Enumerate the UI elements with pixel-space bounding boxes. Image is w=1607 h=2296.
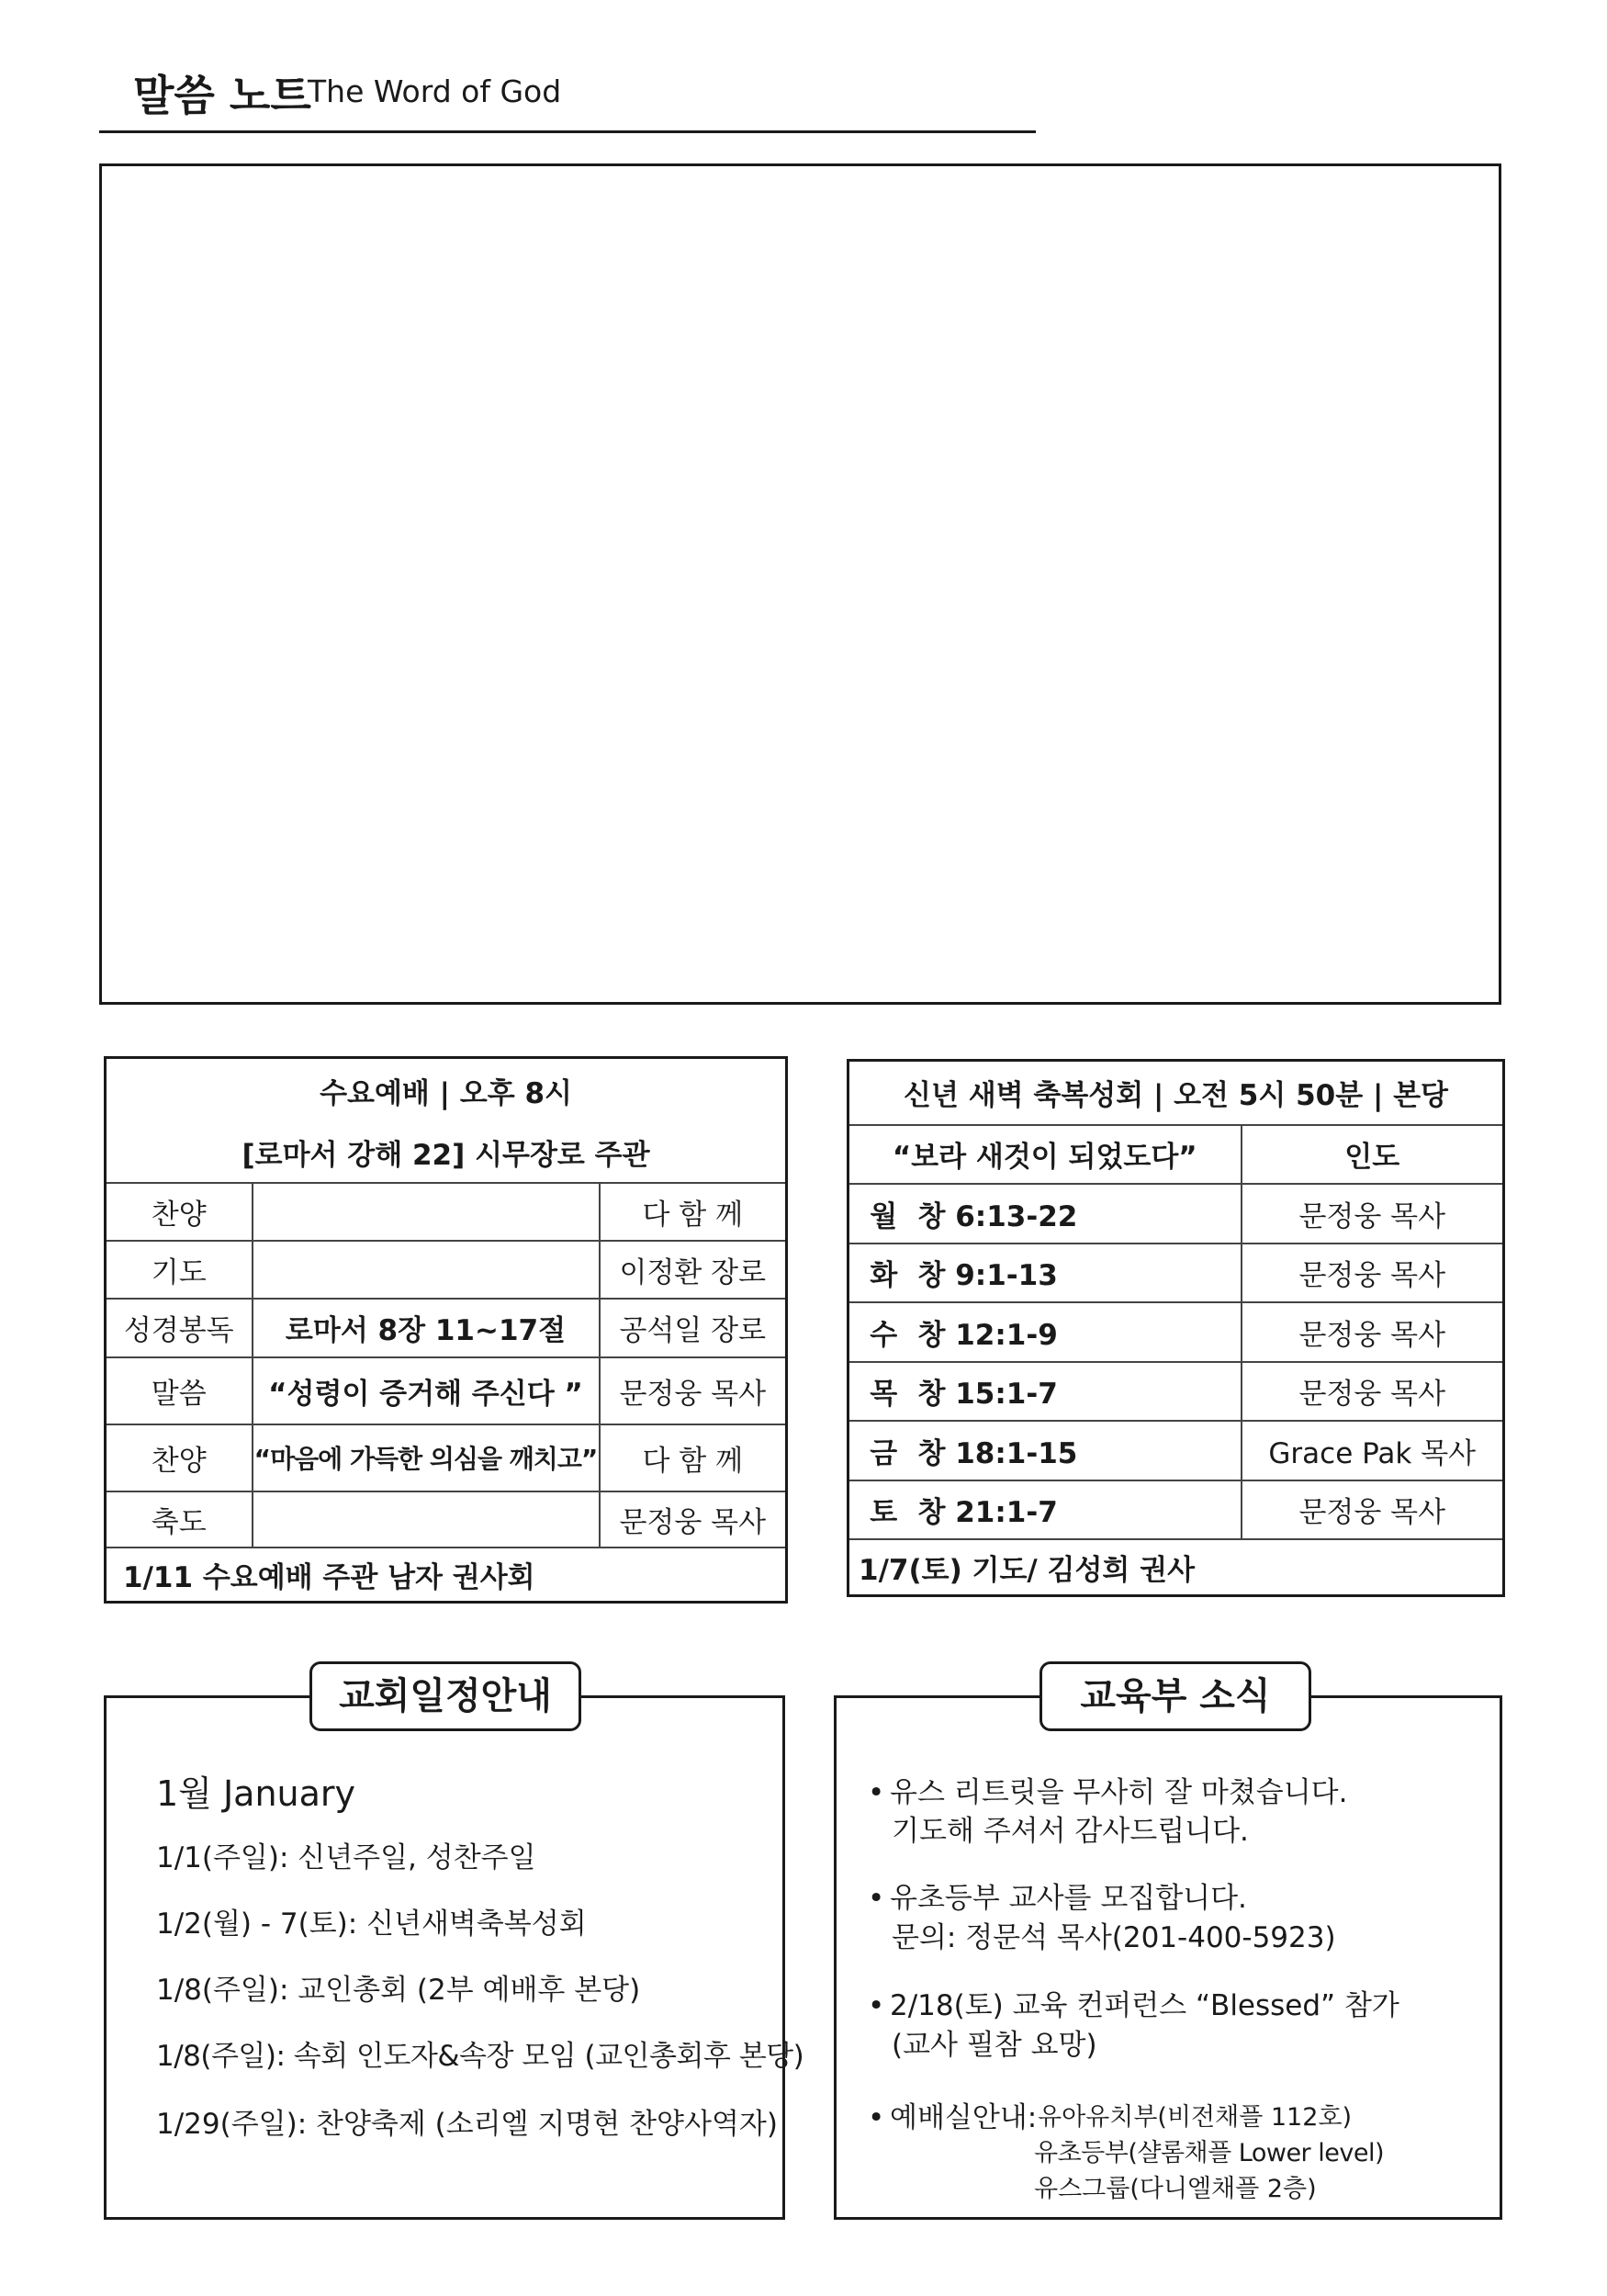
list-item: 1/29(주일): 찬양축제 (소리엘 지명현 찬양사역자): [156, 2108, 778, 2141]
passage-cell: 창 12:1-9: [918, 1302, 1242, 1362]
list-item: [868, 1769, 1347, 1810]
dawn-footer: 1/7(토) 기도/ 김성희 권사: [848, 1539, 1504, 1596]
passage-cell: 창 9:1-13: [918, 1244, 1242, 1302]
service-content: “성령이 증거해 주신다 ”: [253, 1357, 600, 1424]
table-row: [106, 1299, 787, 1357]
service-content: [253, 1183, 600, 1241]
list-item: 1/8(주일): 교인총회 (2부 예배후 본당): [156, 1974, 641, 2007]
page-title: 말씀 노트: [133, 71, 311, 120]
table-row: [848, 1184, 1504, 1244]
dawn-service-table: [847, 1059, 1505, 1597]
table-row: [848, 1480, 1504, 1539]
wednesday-heading: 수요예배 | 오후 8시: [106, 1058, 787, 1122]
dawn-leader-header: 인도: [1242, 1125, 1504, 1184]
day-cell: 월: [848, 1184, 918, 1244]
dawn-heading: 신년 새벽 축복성회 | 오전 5시 50분 | 본당: [848, 1061, 1504, 1125]
table-row: [106, 1241, 787, 1299]
bullet-icon: •: [868, 1882, 885, 1915]
service-leader: 다 함 께: [600, 1424, 787, 1491]
table-row: [106, 1491, 787, 1548]
list-item: [868, 1874, 1247, 1916]
table-row: [848, 1302, 1504, 1362]
dawn-theme: “보라 새것이 되었도다”: [848, 1125, 1242, 1184]
service-item: 축도: [106, 1491, 253, 1548]
list-item: 1/1(주일): 신년주일, 성찬주일: [156, 1841, 536, 1874]
leader-cell: 문정웅 목사: [1242, 1302, 1504, 1362]
day-cell: 화: [848, 1244, 918, 1302]
service-content: [253, 1241, 600, 1299]
service-leader: 공석일 장로: [600, 1299, 787, 1357]
schedule-month: 1월 January: [156, 1773, 356, 1814]
passage-cell: 창 6:13-22: [918, 1184, 1242, 1244]
header-rule: [99, 130, 1036, 133]
bullet-icon: •: [868, 2101, 885, 2134]
wednesday-subheading: [로마서 강해 22] 시무장로 주관: [106, 1122, 787, 1183]
leader-cell: 문정웅 목사: [1242, 1480, 1504, 1539]
service-leader: 다 함 께: [600, 1183, 787, 1241]
list-item: 1/2(월) - 7(토): 신년새벽축복성회: [156, 1908, 587, 1941]
room-item: 유아유치부(비전채플 112호): [1038, 2103, 1353, 2132]
passage-cell: 창 21:1-7: [918, 1480, 1242, 1539]
service-leader: 이정환 장로: [600, 1241, 787, 1299]
rooms-label: 예배실안내:: [890, 2101, 1038, 2134]
day-cell: 목: [848, 1362, 918, 1421]
service-content: “마음에 가득한 의심을 깨치고”: [253, 1424, 600, 1491]
education-news-title: 교육부 소식: [1039, 1661, 1311, 1731]
service-leader: 문정웅 목사: [600, 1491, 787, 1548]
table-row: [106, 1183, 787, 1241]
leader-cell: Grace Pak 목사: [1242, 1421, 1504, 1480]
leader-cell: 문정웅 목사: [1242, 1184, 1504, 1244]
service-item: 말씀: [106, 1357, 253, 1424]
sermon-notes-box: [99, 163, 1501, 1005]
service-item: 찬양: [106, 1424, 253, 1491]
table-row: [106, 1357, 787, 1424]
table-row: [848, 1244, 1504, 1302]
list-item: 1/8(주일): 속회 인도자&속장 모임 (교인총회후 본당): [156, 2040, 804, 2073]
page-subtitle: The Word of God: [308, 73, 562, 109]
day-cell: 수: [848, 1302, 918, 1362]
table-row: [106, 1424, 787, 1491]
room-item: 유초등부(샬롬채플 Lower level): [1034, 2139, 1384, 2167]
bullet-icon: •: [868, 1989, 885, 2022]
list-item: [868, 1982, 1399, 2023]
leader-cell: 문정웅 목사: [1242, 1244, 1504, 1302]
service-content: [253, 1491, 600, 1548]
bullet-icon: •: [868, 1776, 885, 1809]
day-cell: 토: [848, 1480, 918, 1539]
leader-cell: 문정웅 목사: [1242, 1362, 1504, 1421]
news-line: 기도해 주셔서 감사드립니다.: [892, 1815, 1249, 1848]
wednesday-footer: 1/11 수요예배 주관 남자 권사회: [106, 1548, 787, 1603]
church-schedule-title: 교회일정안내: [309, 1661, 581, 1731]
news-line: 문의: 정문석 목사(201-400-5923): [892, 1921, 1336, 1954]
service-item: 찬양: [106, 1183, 253, 1241]
table-row: [848, 1362, 1504, 1421]
news-line: 유스 리트릿을 무사히 잘 마쳤습니다.: [890, 1776, 1348, 1809]
service-item: 성경봉독: [106, 1299, 253, 1357]
service-leader: 문정웅 목사: [600, 1357, 787, 1424]
list-item: [868, 2094, 1037, 2135]
service-content: 로마서 8장 11~17절: [253, 1299, 600, 1357]
news-line: 2/18(토) 교육 컨퍼런스 “Blessed” 참가: [890, 1989, 1399, 2022]
day-cell: 금: [848, 1421, 918, 1480]
wednesday-service-table: [104, 1056, 788, 1604]
passage-cell: 창 15:1-7: [918, 1362, 1242, 1421]
passage-cell: 창 18:1-15: [918, 1421, 1242, 1480]
table-row: [848, 1421, 1504, 1480]
service-item: 기도: [106, 1241, 253, 1299]
news-line: (교사 필참 요망): [892, 2029, 1097, 2062]
room-item: 유스그룹(다니엘채플 2층): [1034, 2175, 1317, 2203]
news-line: 유초등부 교사를 모집합니다.: [890, 1882, 1247, 1915]
